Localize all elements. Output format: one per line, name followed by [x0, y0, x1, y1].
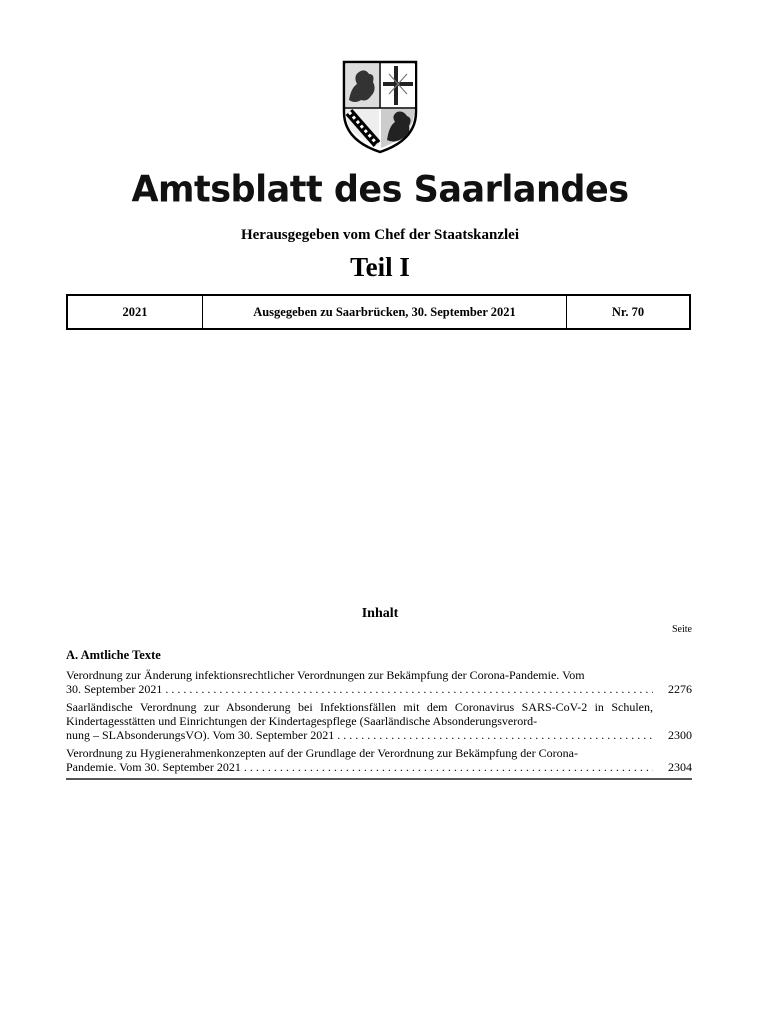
toc-entry-text-last: nung – SLAbsonderungsVO). Vom 30. September 2021 . . . [66, 728, 653, 742]
toc-entry[interactable] [66, 746, 692, 774]
toc-entry-text-last: 30. September 2021 . . . [66, 682, 653, 696]
toc-entry-page: 2304 [668, 760, 692, 774]
toc-entry[interactable] [66, 668, 692, 696]
toc-entry-page: 2300 [668, 728, 692, 742]
toc-entry-text-last: Pandemie. Vom 30. September 2021 . . . [66, 760, 653, 774]
page-column-label: Seite [672, 624, 692, 635]
toc-list [66, 668, 692, 778]
issue-info-box [66, 294, 691, 330]
gazette-title: Amtsblatt des Saarlandes [131, 169, 629, 211]
toc-entry-page: 2276 [668, 682, 692, 696]
saarland-coat-of-arms [341, 60, 419, 154]
issue-number: Nr. 70 [611, 304, 645, 319]
toc-entry[interactable] [66, 700, 692, 742]
toc-title: Inhalt [361, 606, 399, 621]
part-heading: Teil I [350, 252, 410, 282]
issue-date: Ausgegeben zu Saarbrücken, 30. September 2021 [203, 296, 567, 328]
toc-entry-text: Saarländische Verordnung zur Absonderung bei Infektionsfällen mit dem Coronavirus SARS-CoV-2 in Schulen, Kindertagesstätten und Einrichtungen der Kindertagespflege (Saarländische Absonderungsverord- [66, 700, 653, 728]
toc-bottom-rule [66, 778, 692, 780]
toc-entry-text: Verordnung zu Hygienerahmenkonzepten auf der Grundlage der Verordnung zur Bekämpfung der Corona- [66, 746, 578, 760]
publisher-line: Herausgegeben vom Chef der Staatskanzlei [240, 227, 520, 243]
issue-year: 2021 [68, 296, 203, 328]
toc-entry-text: Verordnung zur Änderung infektionsrechtlicher Verordnungen zur Bekämpfung der Corona-Pandemie. Vom [66, 668, 585, 682]
toc-section-heading: A. Amtliche Texte [66, 648, 161, 662]
